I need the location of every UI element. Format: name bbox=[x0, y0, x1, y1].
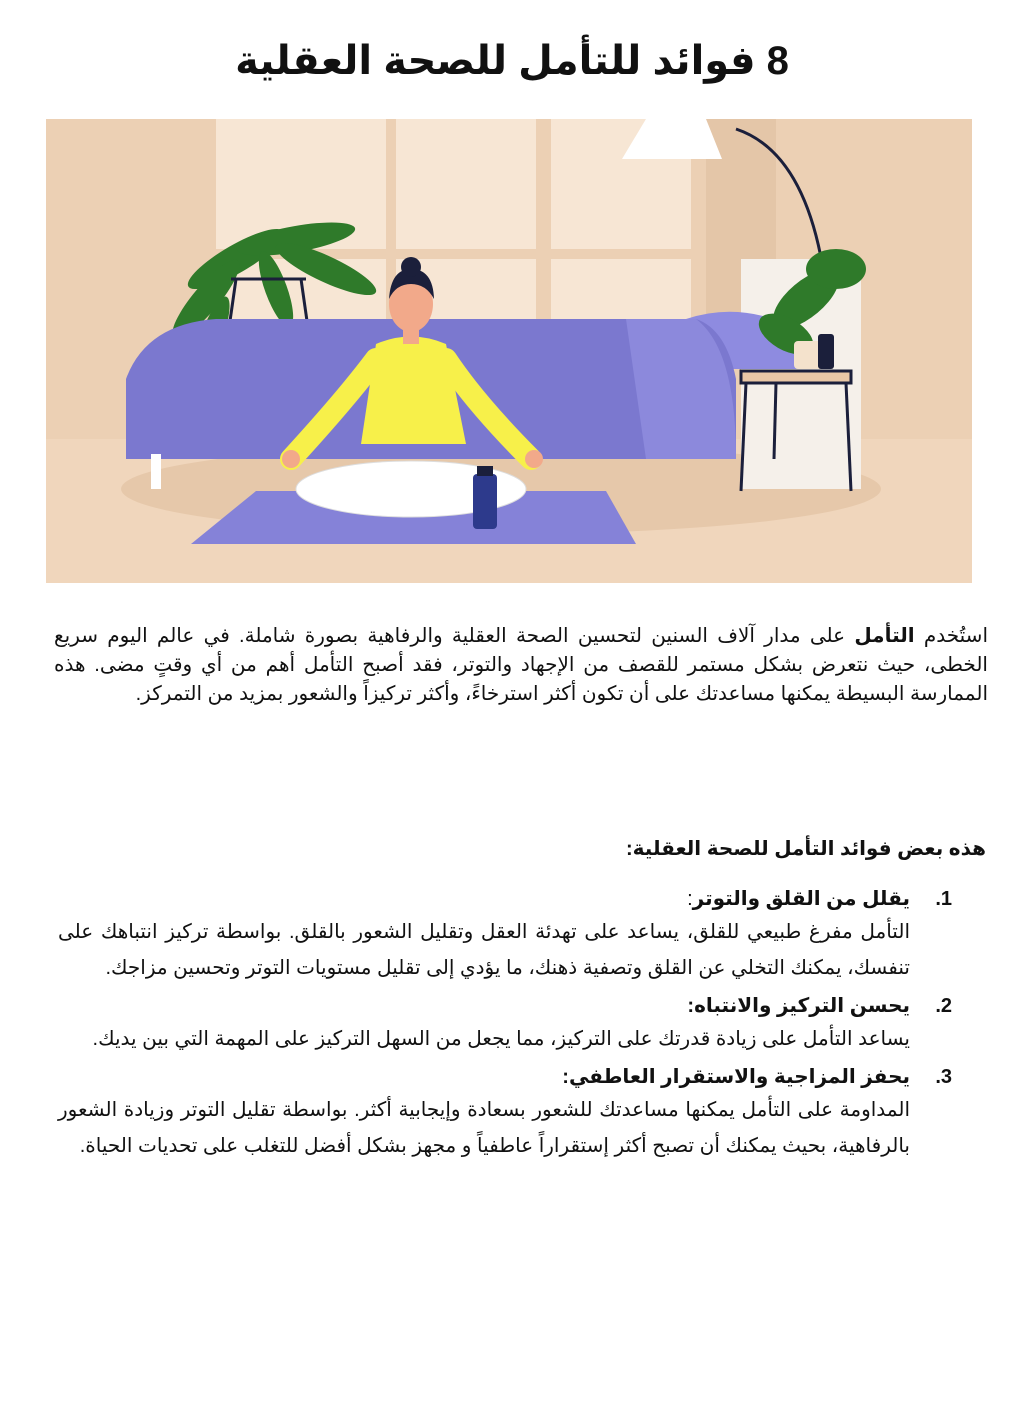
list-item bbox=[58, 991, 952, 1057]
list-item-title-text: يقلل من القلق والتوتر bbox=[692, 888, 910, 910]
list-item-header bbox=[58, 884, 952, 914]
intro-bold-word: التأمل bbox=[854, 625, 915, 647]
benefits-list bbox=[58, 884, 952, 1169]
list-item-title-suffix: : bbox=[687, 888, 693, 910]
list-item-body: التأمل مفرغ طبيعي للقلق، يساعد على تهدئة العقل وتقليل الشعور بالقلق. بواسطة تركيز انتباهك على تنفسك، يمكنك التخلي عن القلق وتصفية ذهنك، ما يؤدي إلى تقليل مستويات التوتر وتحسين مزاجك. bbox=[58, 921, 910, 979]
list-item-number: 3. bbox=[935, 1066, 952, 1088]
list-item-title: يحفز المزاجية والاستقرار العاطفي: bbox=[562, 1066, 910, 1088]
list-item-header bbox=[58, 1062, 952, 1092]
list-item-body: المداومة على التأمل يمكنها مساعدتك للشعور بسعادة وإيجابية أكثر. بواسطة تقليل التوتر وزيادة الشعور بالرفاهية، بحيث يمكنك أن تصبح أكثر إستقراراً عاطفياً و مجهز بشكل أفضل للتغلب على تحديات الحياة. bbox=[58, 1099, 911, 1157]
intro-text: على مدار آلاف السنين لتحسين الصحة العقلية والرفاهية بصورة شاملة. في عالم اليوم سريع الخطى، حيث نتعرض بشكل مستمر للقصف من الإجهاد والتوتر، فقد أصبح التأمل أهم من أي وقتٍ مضى. هذه الممارسة البسيطة يمكنها مساعدتك على أن تكون أكثر استرخاءً، وأكثر تركيزاً والشعور بمزيد من التمركز. bbox=[54, 625, 988, 705]
list-item-title bbox=[687, 884, 910, 914]
page-title: 8 فوائد للتأمل للصحة العقلية bbox=[235, 39, 789, 83]
intro-lead: استُخدم bbox=[923, 625, 988, 647]
list-item-number: 1. bbox=[935, 888, 952, 910]
list-item bbox=[58, 1062, 952, 1164]
list-item-number: 2. bbox=[935, 995, 952, 1017]
benefits-heading: هذه بعض فوائد التأمل للصحة العقلية: bbox=[625, 838, 986, 860]
meditation-illustration bbox=[46, 119, 972, 583]
water-bottle bbox=[473, 466, 497, 529]
list-item-title: يحسن التركيز والانتباه: bbox=[687, 995, 910, 1017]
intro-paragraph bbox=[54, 622, 988, 709]
list-item-header bbox=[58, 991, 952, 1021]
list-item bbox=[58, 884, 952, 986]
list-item-body: يساعد التأمل على زيادة قدرتك على التركيز، مما يجعل من السهل التركيز على المهمة التي بين يديك. bbox=[92, 1028, 910, 1050]
